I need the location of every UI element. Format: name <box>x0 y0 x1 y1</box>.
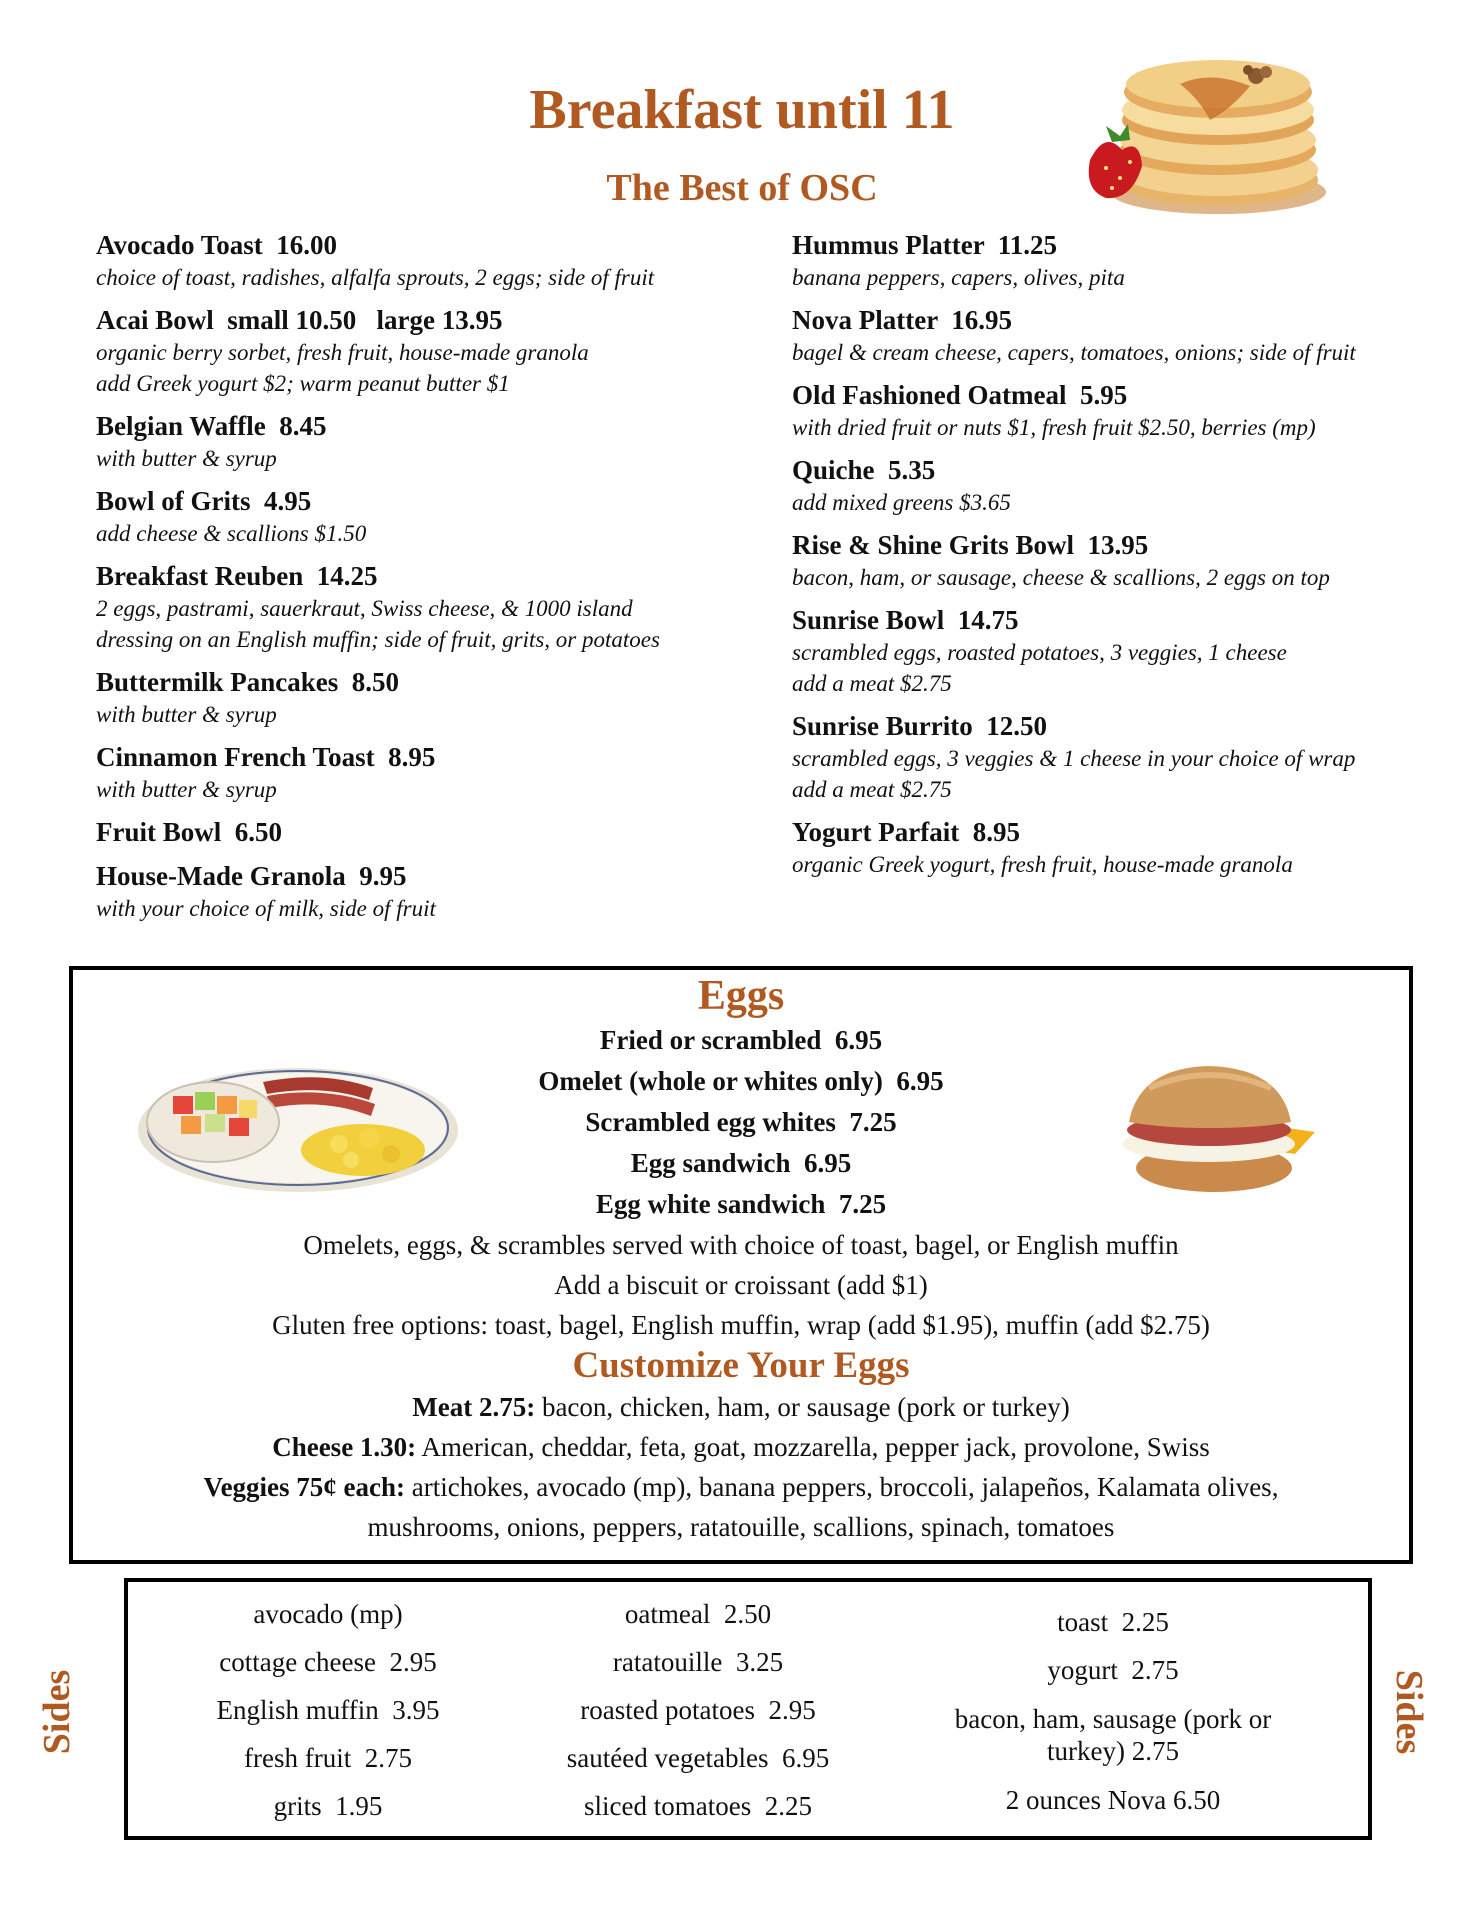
menu-item-name: Acai Bowl small 10.50 large 13.95 <box>96 305 503 335</box>
sides-section <box>124 1578 1372 1840</box>
egg-note: Add a biscuit or croissant (add $1) <box>554 1270 928 1300</box>
menu-item-name: Quiche 5.35 <box>792 455 936 485</box>
menu-item-name: Avocado Toast 16.00 <box>96 230 338 260</box>
menu-item-name: House-Made Granola 9.95 <box>96 861 407 891</box>
eggs-heading: Eggs <box>697 973 785 1019</box>
egg-item: Fried or scrambled 6.95 <box>599 1025 883 1055</box>
side-item: cottage cheese 2.95 <box>219 1647 437 1677</box>
menu-item-description: with your choice of milk, side of fruit <box>96 896 436 921</box>
menu-item-description: organic Greek yogurt, fresh fruit, house-made granola <box>792 852 1293 877</box>
menu-item <box>792 453 1452 518</box>
side-item: avocado (mp) <box>253 1599 403 1629</box>
menu-item-description: with dried fruit or nuts $1, fresh fruit $2.50, berries (mp) <box>792 415 1316 440</box>
menu-item <box>792 709 1452 805</box>
menu-item <box>96 303 736 399</box>
side-item: ratatouille 3.25 <box>612 1647 784 1677</box>
menu-item-description: dressing on an English muffin; side of fruit, grits, or potatoes <box>96 627 660 652</box>
menu-item <box>792 815 1452 880</box>
menu-item-description: bagel & cream cheese, capers, tomatoes, onions; side of fruit <box>792 340 1356 365</box>
customize-label: Cheese 1.30: <box>272 1432 417 1462</box>
menu-item-description: with butter & syrup <box>96 777 277 802</box>
customize-list <box>73 1387 1409 1507</box>
menu-item <box>96 665 736 730</box>
menu-item-description: banana peppers, capers, olives, pita <box>792 265 1125 290</box>
customize-line <box>73 1467 1409 1507</box>
menu-item-name: Buttermilk Pancakes 8.50 <box>96 667 399 697</box>
menu-item <box>96 484 736 549</box>
menu-item-name: Sunrise Burrito 12.50 <box>792 711 1048 741</box>
menu-item-description: scrambled eggs, 3 veggies & 1 cheese in your choice of wrap <box>792 746 1356 771</box>
menu-item-name: Rise & Shine Grits Bowl 13.95 <box>792 530 1149 560</box>
customize-label: Meat 2.75: <box>412 1392 536 1422</box>
menu-item <box>792 528 1452 593</box>
menu-item-name: Cinnamon French Toast 8.95 <box>96 742 436 772</box>
menu-item-description: with butter & syrup <box>96 446 277 471</box>
side-item: English muffin 3.95 <box>216 1695 440 1725</box>
egg-notes-list <box>73 1225 1409 1345</box>
menu-item <box>96 740 736 805</box>
menu-item-description: add a meat $2.75 <box>792 777 952 802</box>
menu-subtitle: The Best of OSC <box>606 167 878 209</box>
menu-item-name: Nova Platter 16.95 <box>792 305 1012 335</box>
side-item: 2 ounces Nova 6.50 <box>1005 1785 1221 1815</box>
customize-line-continued: mushrooms, onions, peppers, ratatouille, scallions, spinach, tomatoes <box>367 1512 1115 1542</box>
menu-item-description: scrambled eggs, roasted potatoes, 3 veggies, 1 cheese <box>792 640 1287 665</box>
customize-options: artichokes, avocado (mp), banana peppers, broccoli, jalapeños, Kalamata olives, <box>405 1472 1279 1502</box>
menu-item <box>792 228 1452 293</box>
menu-item <box>792 303 1452 368</box>
side-item: fresh fruit 2.75 <box>244 1743 412 1773</box>
sides-column-3 <box>948 1598 1278 1824</box>
customize-options: bacon, chicken, ham, or sausage (pork or turkey) <box>535 1392 1070 1422</box>
menu-column-left <box>96 228 736 934</box>
menu-title: Breakfast until 11 <box>529 79 955 141</box>
menu-item <box>96 559 736 655</box>
customize-line <box>73 1427 1409 1467</box>
sides-label-left: Sides <box>36 1669 78 1755</box>
menu-item-name: Breakfast Reuben 14.25 <box>96 561 378 591</box>
menu-item <box>792 603 1452 699</box>
menu-item-description: add cheese & scallions $1.50 <box>96 521 367 546</box>
menu-item-name: Belgian Waffle 8.45 <box>96 411 327 441</box>
menu-item-description: add a meat $2.75 <box>792 671 952 696</box>
egg-item: Egg sandwich 6.95 <box>630 1148 852 1178</box>
menu-item <box>96 859 736 924</box>
menu-item-description: choice of toast, radishes, alfalfa sprouts, 2 eggs; side of fruit <box>96 265 655 290</box>
customize-heading: Customize Your Eggs <box>572 1345 910 1386</box>
side-item: yogurt 2.75 <box>1047 1655 1179 1685</box>
side-item: grits 1.95 <box>273 1791 383 1821</box>
side-item: oatmeal 2.50 <box>624 1599 772 1629</box>
menu-item-description: 2 eggs, pastrami, sauerkraut, Swiss cheese, & 1000 island <box>96 596 633 621</box>
menu-item-name: Yogurt Parfait 8.95 <box>792 817 1020 847</box>
egg-item: Egg white sandwich 7.25 <box>595 1189 887 1219</box>
customize-options: American, cheddar, feta, goat, mozzarella, pepper jack, provolone, Swiss <box>416 1432 1210 1462</box>
egg-note: Gluten free options: toast, bagel, English muffin, wrap (add $1.95), muffin (add $2.75) <box>272 1310 1210 1340</box>
menu-item <box>96 815 736 849</box>
customize-line <box>73 1387 1409 1427</box>
sides-column-1 <box>178 1590 478 1830</box>
menu-item <box>96 409 736 474</box>
egg-note: Omelets, eggs, & scrambles served with choice of toast, bagel, or English muffin <box>303 1230 1179 1260</box>
menu-column-right <box>792 228 1452 890</box>
menu-item-name: Fruit Bowl 6.50 <box>96 817 282 847</box>
side-item: roasted potatoes 2.95 <box>580 1695 816 1725</box>
pancakes-image <box>1060 50 1340 220</box>
egg-items-list <box>73 1020 1409 1225</box>
menu-item-description: bacon, ham, or sausage, cheese & scallions, 2 eggs on top <box>792 565 1330 590</box>
menu-item <box>792 378 1452 443</box>
menu-item-name: Hummus Platter 11.25 <box>792 230 1057 260</box>
side-item: sautéed vegetables 6.95 <box>566 1743 830 1773</box>
side-item: toast 2.25 <box>1057 1607 1169 1637</box>
menu-item <box>96 228 736 293</box>
customize-label: Veggies 75¢ each: <box>203 1472 406 1502</box>
menu-item-name: Sunrise Bowl 14.75 <box>792 605 1019 635</box>
egg-item: Omelet (whole or whites only) 6.95 <box>538 1066 944 1096</box>
side-item: sliced tomatoes 2.25 <box>584 1791 812 1821</box>
menu-item-description: add mixed greens $3.65 <box>792 490 1011 515</box>
sides-column-2 <box>548 1590 848 1830</box>
sides-label-right: Sides <box>1388 1669 1430 1755</box>
menu-item-description: organic berry sorbet, fresh fruit, house-made granola <box>96 340 589 365</box>
menu-item-description: with butter & syrup <box>96 702 277 727</box>
menu-item-name: Old Fashioned Oatmeal 5.95 <box>792 380 1128 410</box>
side-item: bacon, ham, sausage (pork or turkey) 2.75 <box>954 1704 1272 1766</box>
menu-item-name: Bowl of Grits 4.95 <box>96 486 312 516</box>
egg-item: Scrambled egg whites 7.25 <box>585 1107 897 1137</box>
eggs-section <box>69 966 1413 1564</box>
menu-item-description: add Greek yogurt $2; warm peanut butter $1 <box>96 371 510 396</box>
